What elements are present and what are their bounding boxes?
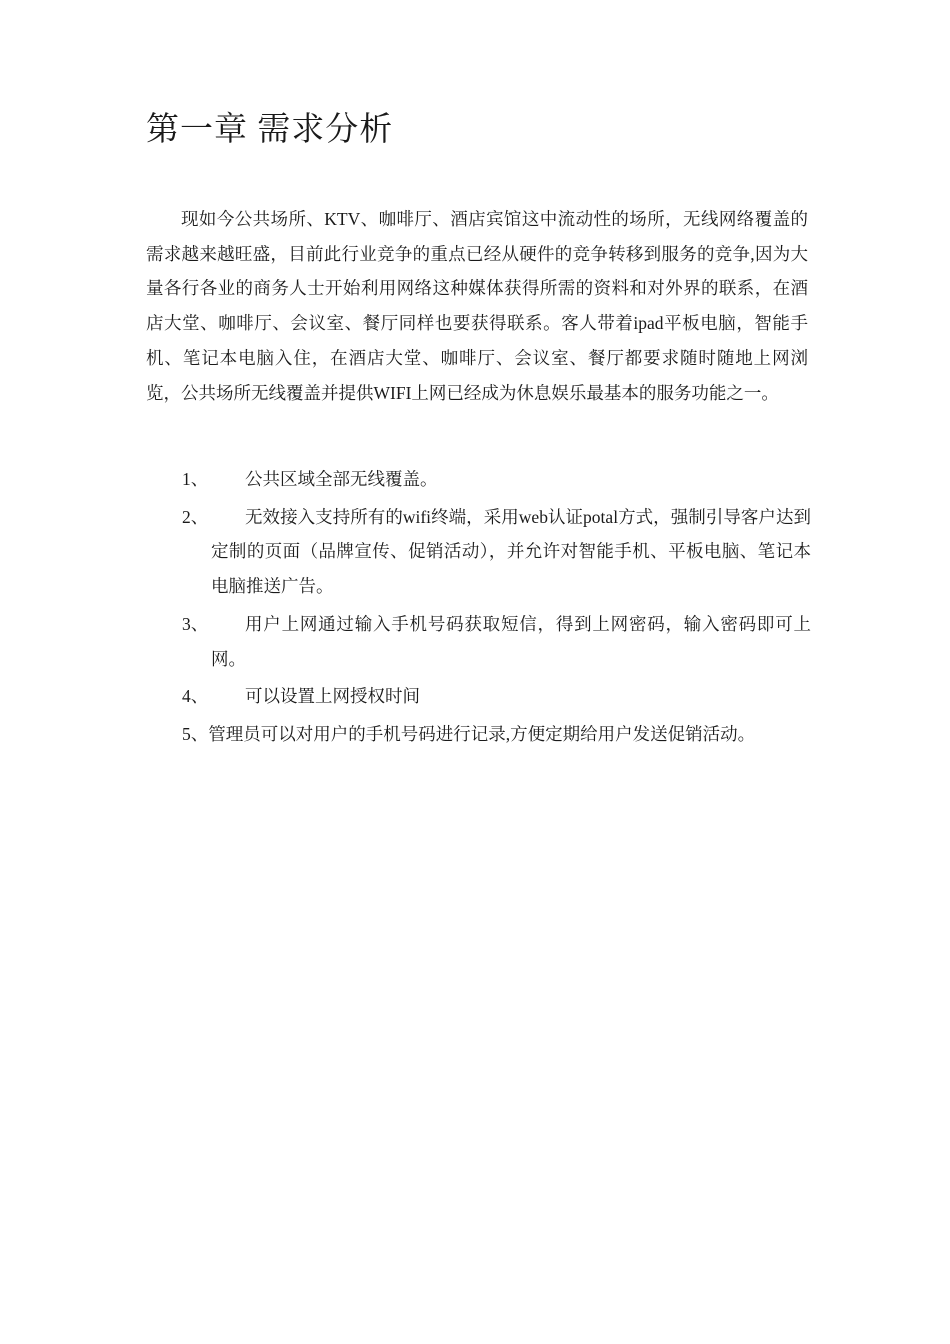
list-item — [146, 500, 826, 604]
intro-paragraph: 现如今公共场所、KTV、咖啡厅、酒店宾馆这中流动性的场所，无线网络覆盖的需求越来越旺盛，目前此行业竞争的重点已经从硬件的竞争转移到服务的竞争,因为大量各行各业的商务人士开始利用网络这种媒体获得所需的资料和对外界的联系，在酒店大堂、咖啡厅、会议室、餐厅同样也要获得联系。客人带着ipad平板电脑，智能手机、笔记本电脑入住，在酒店大堂、咖啡厅、会议室、餐厅都要求随时随地上网浏览，公共场所无线覆盖并提供WIFI上网已经成为休息娱乐最基本的服务功能之一。 — [146, 209, 808, 403]
list-item-number: 4、 — [182, 686, 209, 707]
chapter-title: 第一章 需求分析 — [146, 112, 394, 148]
list-item-text: 用户上网通过输入手机号码获取短信，得到上网密码，输入密码即可上网。 — [211, 613, 811, 669]
list-item-text: 可以设置上网授权时间 — [245, 686, 420, 707]
list-item-text: 管理员可以对用户的手机号码进行记录,方便定期给用户发送促销活动。 — [208, 723, 756, 744]
list-item — [146, 717, 826, 752]
list-item — [146, 607, 826, 676]
list-item-text: 公共区域全部无线覆盖。 — [245, 469, 438, 489]
list-item — [146, 679, 826, 714]
list-item-number: 2、 — [182, 506, 209, 527]
list-item-number: 3、 — [182, 613, 209, 634]
list-item — [146, 462, 826, 497]
list-item-number: 5、 — [182, 723, 209, 744]
requirements-list — [146, 462, 826, 755]
list-item-number: 1、 — [182, 469, 209, 489]
list-item-text: 无效接入支持所有的wifi终端，采用web认证potal方式，强制引导客户达到定制的页面（品牌宣传、促销活动），并允许对智能手机、平板电脑、笔记本电脑推送广告。 — [211, 506, 811, 597]
